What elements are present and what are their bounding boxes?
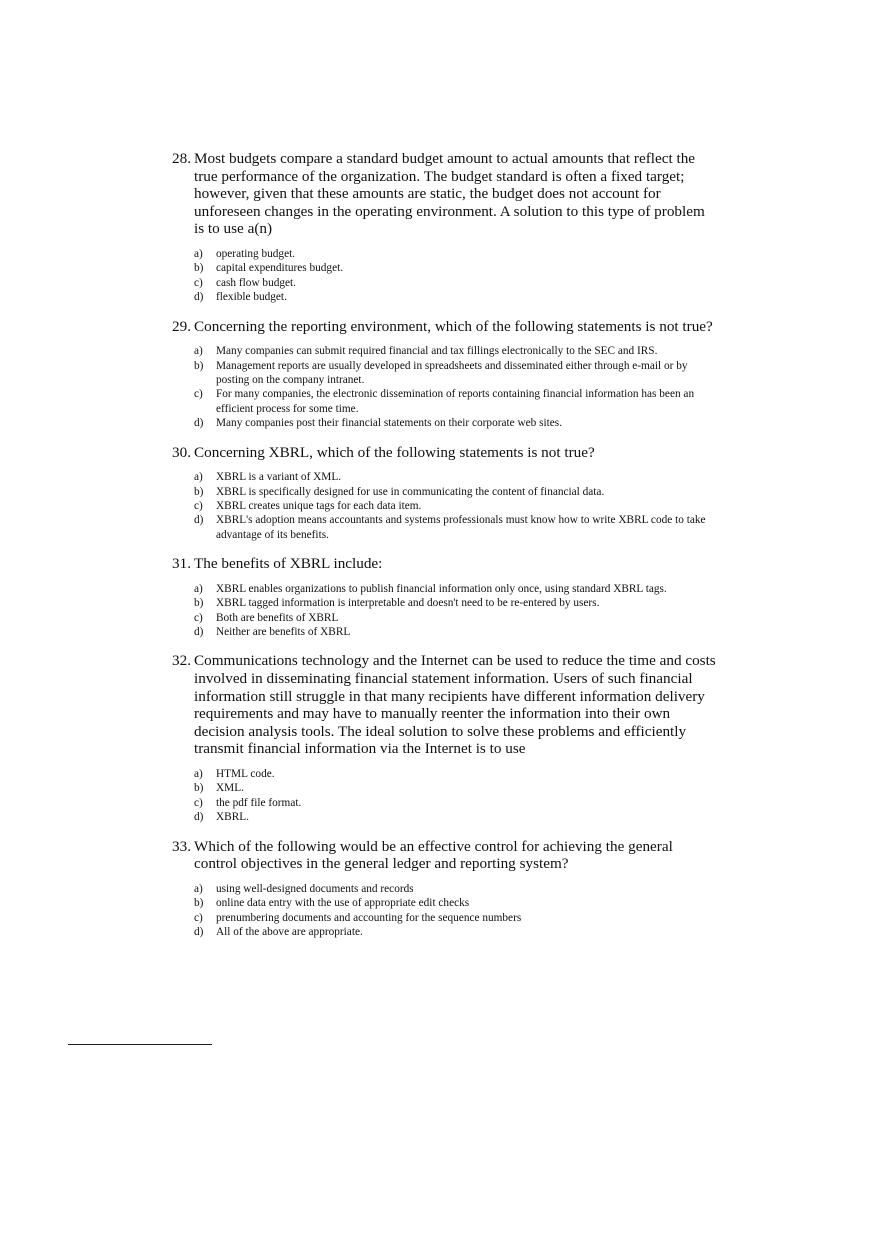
question-stem [172,652,717,758]
question-item [172,318,717,431]
option-text: Many companies can submit required financial and tax fillings electronically to the SEC and IRS. [216,345,658,358]
option-text: operating budget. [216,247,296,260]
option-letter: b) [194,262,204,275]
question-number: 29. [172,317,191,335]
option-letter: c) [194,276,203,289]
option-text: Neither are benefits of XBRL [216,626,351,639]
option-letter: d) [194,811,204,824]
answer-option [194,611,717,625]
option-letter: b) [194,485,204,498]
answer-option [194,290,717,304]
question-list [172,150,717,952]
option-letter: b) [194,782,204,795]
option-text: flexible budget. [216,291,287,304]
option-letter: b) [194,597,204,610]
answer-option [194,810,717,824]
question-text: Communications technology and the Internet can be used to reduce the time and costs involved in disseminating financial statement information. Users of such financial information still struggle in that many recipients have different information delivery requirements and may have to manually reenter the information into their own decision analysis tools. The ideal solution to solve these problems and efficiently transmit financial information via the Internet is to use [194,652,716,758]
answer-option [194,625,717,639]
option-text: XBRL is specifically designed for use in communicating the content of financial data. [216,485,605,498]
option-text: XBRL's adoption means accountants and systems professionals must know how to write XBRL code to take advantage of its benefits. [216,514,706,541]
option-text: For many companies, the electronic dissemination of reports containing financial information has been an efficient process for some time. [216,388,695,415]
option-letter: d) [194,291,204,304]
answer-option [194,796,717,810]
option-letter: d) [194,417,204,430]
answer-option [194,344,717,358]
option-text: XBRL tagged information is interpretable and doesn't need to be re-entered by users. [216,597,600,610]
option-letter: d) [194,926,204,939]
answer-option [194,882,717,896]
option-letter: a) [194,882,203,895]
answer-options [194,344,717,430]
answer-options [194,767,717,825]
option-letter: a) [194,471,203,484]
option-text: HTML code. [216,768,275,781]
option-text: XBRL is a variant of XML. [216,471,342,484]
question-text: Most budgets compare a standard budget amount to actual amounts that reflect the true performance of the organization. The budget standard is often a fixed target; however, given that these amounts are static, the budget does not account for unforeseen changes in the operating environment. A solution to this type of problem is to use a(n) [194,150,705,238]
answer-option [194,582,717,596]
option-text: capital expenditures budget. [216,262,344,275]
question-stem [172,318,717,336]
option-text: Management reports are usually developed in spreadsheets and disseminated either through e-mail or by posting on the company intranet. [216,359,688,386]
answer-option [194,359,717,388]
answer-option [194,596,717,610]
option-text: the pdf file format. [216,796,302,809]
option-text: XML. [216,782,244,795]
option-letter: c) [194,388,203,401]
option-letter: c) [194,611,203,624]
option-letter: a) [194,768,203,781]
answer-option [194,261,717,275]
question-text: Concerning XBRL, which of the following statements is not true? [194,443,595,461]
option-text: XBRL enables organizations to publish financial information only once, using standard XBRL tags. [216,582,667,595]
question-number: 32. [172,652,191,670]
option-text: Both are benefits of XBRL [216,611,339,624]
option-text: XBRL creates unique tags for each data item. [216,500,422,513]
question-item [172,444,717,543]
question-stem [172,444,717,462]
option-letter: b) [194,897,204,910]
answer-option [194,485,717,499]
question-item [172,838,717,940]
option-letter: b) [194,359,204,372]
option-letter: d) [194,514,204,527]
question-number: 28. [172,150,191,167]
option-text: Many companies post their financial statements on their corporate web sites. [216,417,563,430]
question-number: 31. [172,555,191,573]
answer-option [194,925,717,939]
question-item [172,555,717,639]
question-stem [172,150,717,238]
answer-option [194,781,717,795]
option-text: cash flow budget. [216,276,296,289]
answer-option [194,499,717,513]
option-text: prenumbering documents and accounting for the sequence numbers [216,911,522,924]
answer-option [194,513,717,542]
question-item [172,150,717,305]
option-letter: c) [194,796,203,809]
answer-option [194,911,717,925]
option-letter: a) [194,345,203,358]
answer-option [194,276,717,290]
option-letter: d) [194,626,204,639]
answer-options [194,470,717,542]
footnote-separator [68,1044,212,1045]
answer-option [194,247,717,261]
answer-options [194,582,717,640]
answer-options [194,247,717,305]
answer-option [194,767,717,781]
question-stem [172,838,717,873]
option-text: All of the above are appropriate. [216,926,363,939]
question-text: Concerning the reporting environment, which of the following statements is not true? [194,317,713,335]
question-number: 30. [172,443,191,461]
question-stem [172,555,717,573]
option-text: online data entry with the use of appropriate edit checks [216,897,470,910]
option-letter: a) [194,247,203,260]
answer-option [194,387,717,416]
option-letter: a) [194,582,203,595]
answer-option [194,896,717,910]
option-text: using well-designed documents and records [216,882,414,895]
option-letter: c) [194,911,203,924]
answer-option [194,470,717,484]
question-text: Which of the following would be an effective control for achieving the general control objectives in the general ledger and reporting system? [194,837,673,873]
question-number: 33. [172,837,191,855]
question-text: The benefits of XBRL include: [194,555,383,573]
question-item [172,652,717,824]
answer-option [194,416,717,430]
option-text: XBRL. [216,811,249,824]
option-letter: c) [194,500,203,513]
answer-options [194,882,717,940]
